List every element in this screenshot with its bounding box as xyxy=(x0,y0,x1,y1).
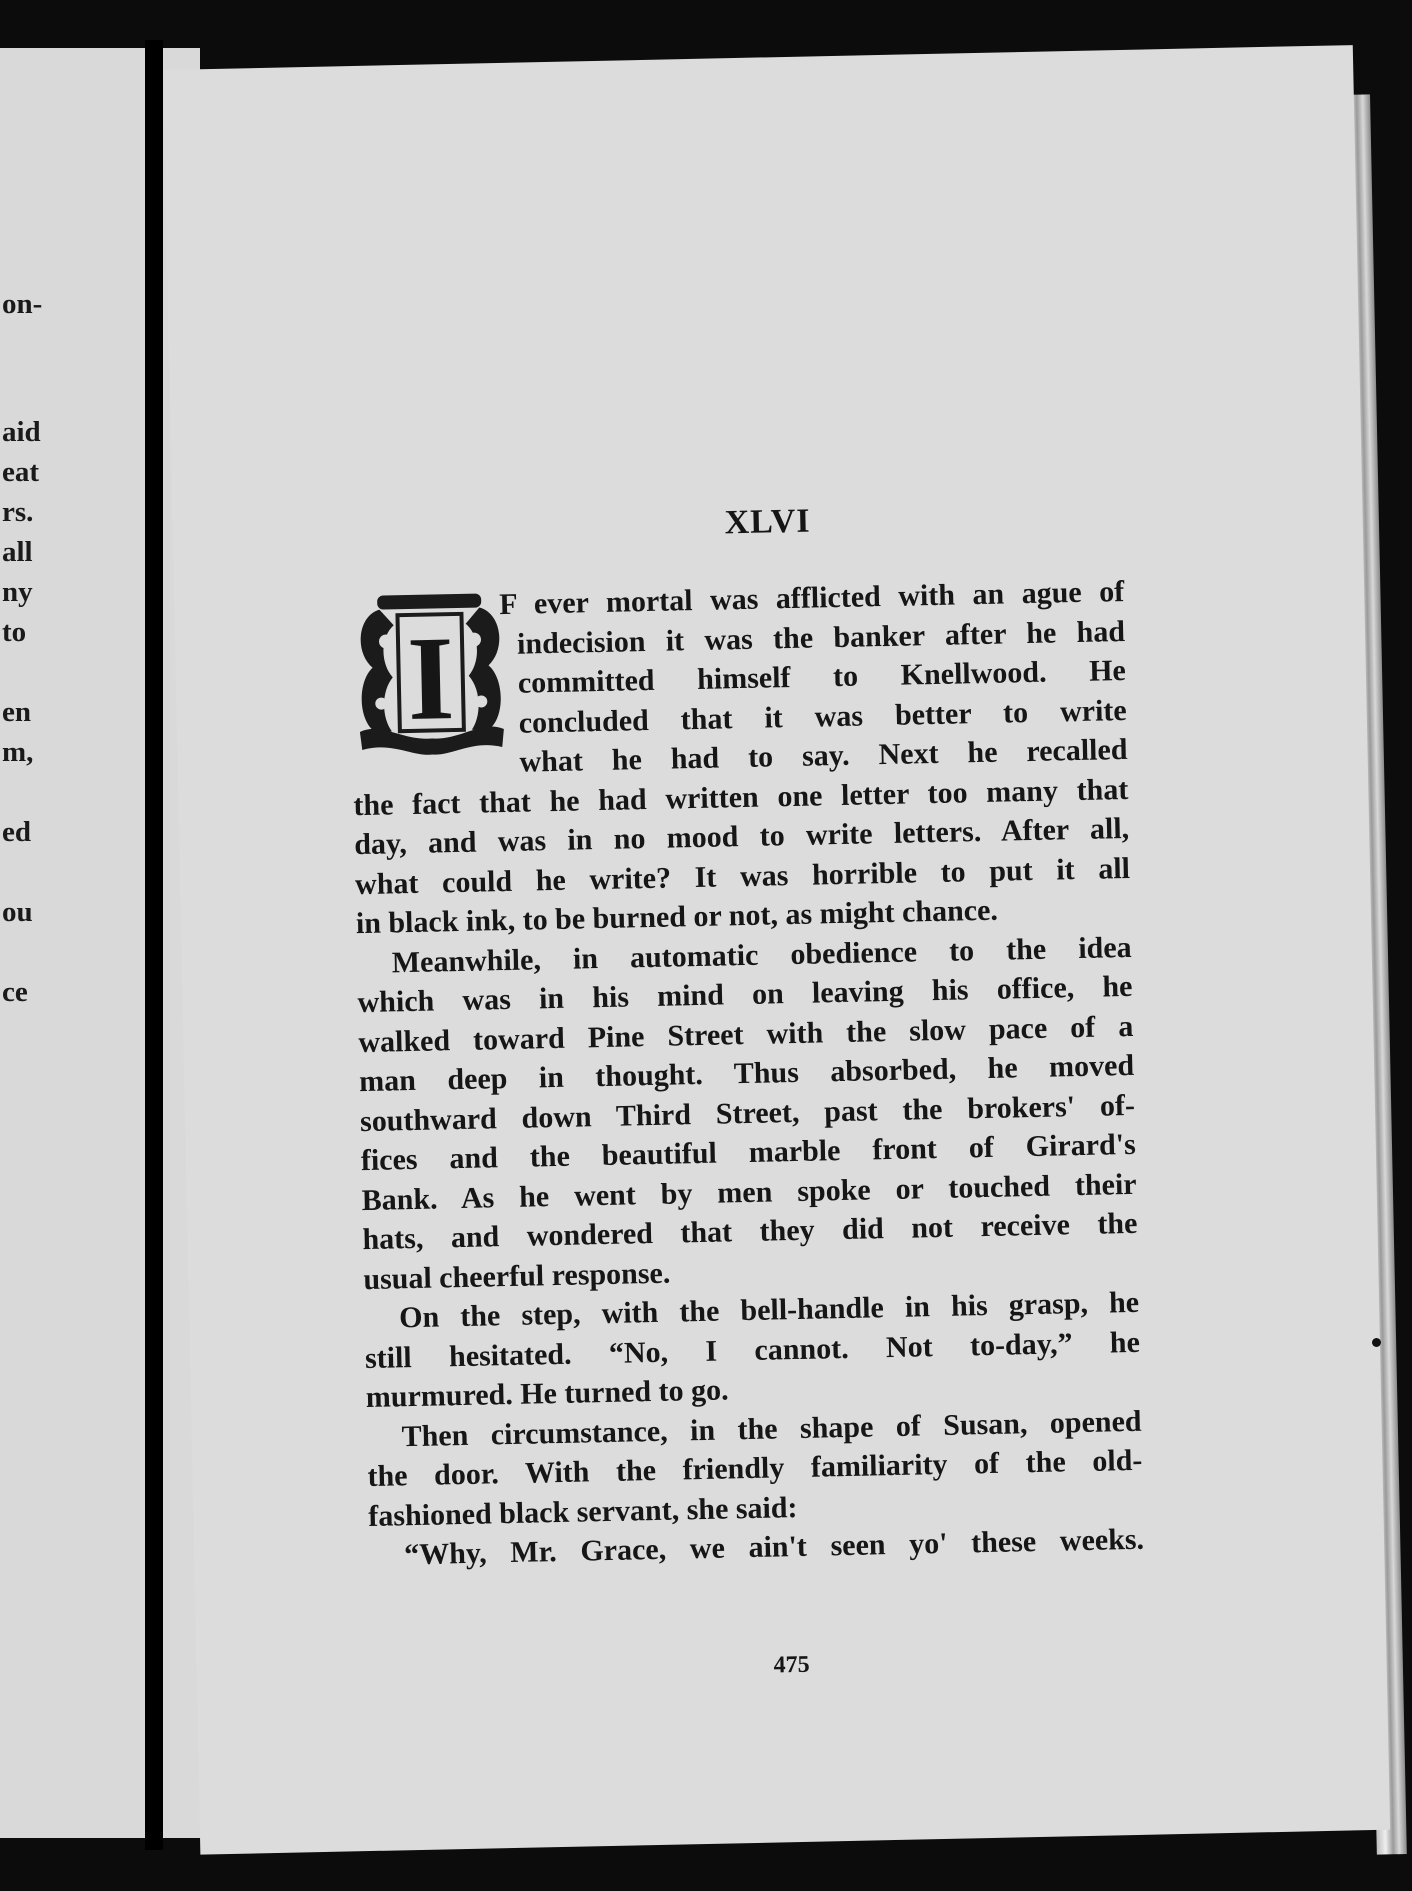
text-line: Bank. As he went by men spoke or touched their xyxy=(361,1167,1137,1217)
text-line: which was in his mind on leaving his office, he xyxy=(357,969,1133,1020)
text-line: committed himself to Knellwood. He xyxy=(517,653,1127,700)
page-number: 475 xyxy=(773,1651,810,1679)
text-line: indecision it was the banker after he had xyxy=(516,614,1126,661)
text-line: usual cheerful response. xyxy=(363,1256,671,1296)
text-line: Then circumstance, in the shape of Susan, opened xyxy=(401,1404,1142,1453)
text-line: day, and was in no mood to write letters. After all, xyxy=(353,811,1130,862)
previous-page-fragment: eat xyxy=(2,456,40,488)
text-line: the door. With the friendly familiarity of the old- xyxy=(367,1443,1143,1494)
text-line: murmured. He turned to go. xyxy=(365,1373,729,1415)
text-line: F ever mortal was afflicted with an ague of xyxy=(498,574,1125,622)
text-line: what he had to say. Next he recalled xyxy=(519,732,1128,779)
text-line: Meanwhile, in automatic obedience to the idea xyxy=(391,930,1132,979)
previous-page-fragment: ny xyxy=(2,576,33,608)
drop-cap-letter: I xyxy=(406,611,456,745)
book-gutter xyxy=(145,40,163,1850)
text-line: fashioned black servant, she said: xyxy=(367,1490,798,1533)
text-line: still hesitated. “No, I cannot. Not to-day,” he xyxy=(364,1325,1141,1375)
previous-page-fragment: en xyxy=(2,696,31,728)
previous-page-fragment: ce xyxy=(2,976,28,1008)
text-line: the fact that he had written one letter too many that xyxy=(353,772,1129,822)
text-line: in black ink, to be burned or not, as might chance. xyxy=(355,893,999,941)
text-line: fices and the beautiful marble front of Girard's xyxy=(360,1127,1137,1178)
previous-page-fragment: ed xyxy=(2,816,31,848)
text-line: hats, and wondered that they did not receive the xyxy=(362,1206,1138,1257)
text-line: “Why, Mr. Grace, we ain't seen yo' these weeks. xyxy=(403,1522,1145,1572)
scan-speck xyxy=(1372,1338,1381,1347)
previous-page-fragment: ou xyxy=(2,896,33,928)
text-line: On the step, with the bell-handle in his grasp, he xyxy=(398,1285,1140,1335)
text-line: man deep in thought. Thus absorbed, he moved xyxy=(358,1048,1135,1099)
previous-page-fragment: to xyxy=(2,616,27,648)
text-line: concluded that it was better to write xyxy=(518,693,1127,740)
book-page xyxy=(163,45,1390,1855)
previous-page-fragment: all xyxy=(2,536,33,568)
previous-page-fragment: on- xyxy=(2,288,43,320)
previous-page-fragment: rs. xyxy=(2,496,34,528)
chapter-title: XLVI xyxy=(724,502,811,542)
previous-page-fragment: m, xyxy=(2,736,34,768)
text-line: what could he write? It was horrible to put it all xyxy=(354,851,1131,901)
chapter-body xyxy=(349,572,1145,1576)
previous-page-fragment: aid xyxy=(2,416,41,448)
text-line: walked toward Pine Street with the slow pace of a xyxy=(358,1009,1134,1059)
text-line: southward down Third Street, past the brokers' of- xyxy=(359,1088,1136,1138)
